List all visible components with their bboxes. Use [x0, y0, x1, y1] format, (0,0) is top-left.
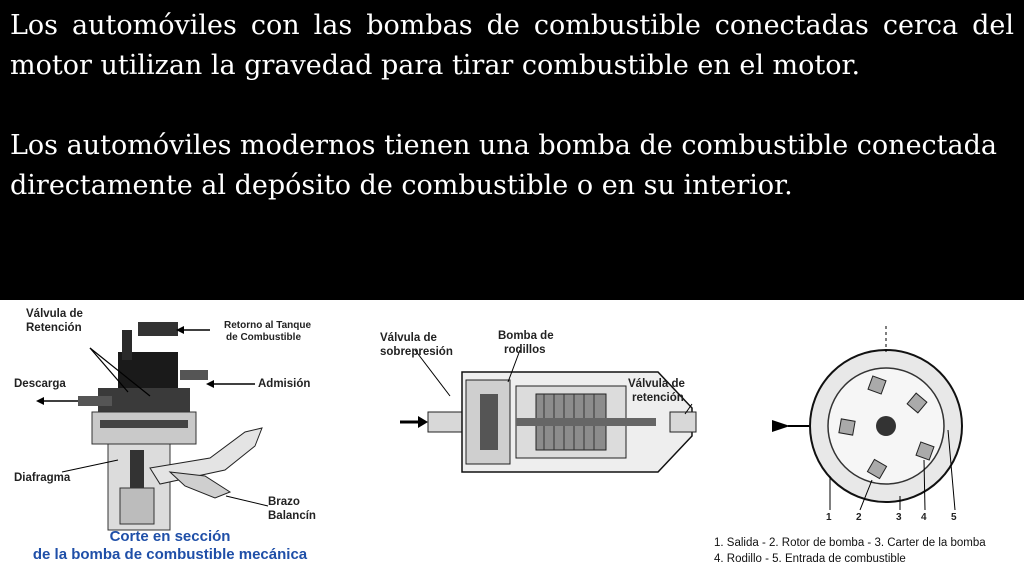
legend-line2: 4. Rodillo - 5. Entrada de combustible [714, 553, 906, 565]
label-return: Retorno al Tanque [224, 320, 312, 331]
label-diaphragm: Diafragma [14, 472, 71, 484]
callout-3: 3 [896, 512, 902, 523]
label-check-valve: Válvula de [628, 378, 685, 390]
label-roller-pump-line2: rodillos [504, 344, 546, 356]
pump-section-drawing [700, 300, 1024, 576]
caption-line2: de la bomba de combustible mecánica [32, 546, 308, 563]
callout-1: 1 [826, 512, 832, 523]
label-discharge: Descarga [14, 378, 66, 390]
label-relief-valve: Válvula de [380, 332, 437, 344]
label-check-valve-line2: retención [632, 392, 684, 404]
caption-line1: Corte en sección [109, 528, 231, 545]
callout-5: 5 [951, 512, 957, 523]
label-valve: Válvula de [26, 308, 83, 320]
label-lever: Brazo [268, 496, 300, 508]
paragraph-modern-pumps: Los automóviles modernos tienen una bomba de combustible conectada directamente al depósito de combustible o en su interior. [10, 130, 998, 201]
label-relief-valve-line2: sobrepresión [380, 346, 453, 358]
callout-2: 2 [856, 512, 862, 523]
mechanical-pump-diagram [0, 300, 340, 576]
label-roller-pump: Bomba de [498, 330, 554, 342]
label-valve-line2: Retención [26, 322, 82, 334]
label-return-line2: de Combustible [226, 332, 302, 343]
label-intake: Admisión [258, 378, 311, 390]
label-lever-line2: Balancín [268, 510, 316, 522]
legend-line1: 1. Salida - 2. Rotor de bomba - 3. Carter de la bomba [714, 537, 986, 549]
roller-pump-diagram [340, 300, 700, 576]
pump-section-diagram [700, 300, 1024, 576]
paragraph-gravity: Los automóviles con las bombas de combustible conectadas cerca del motor utilizan la gravedad para tirar combustible en el motor. [10, 10, 1014, 81]
callout-4: 4 [921, 512, 927, 523]
